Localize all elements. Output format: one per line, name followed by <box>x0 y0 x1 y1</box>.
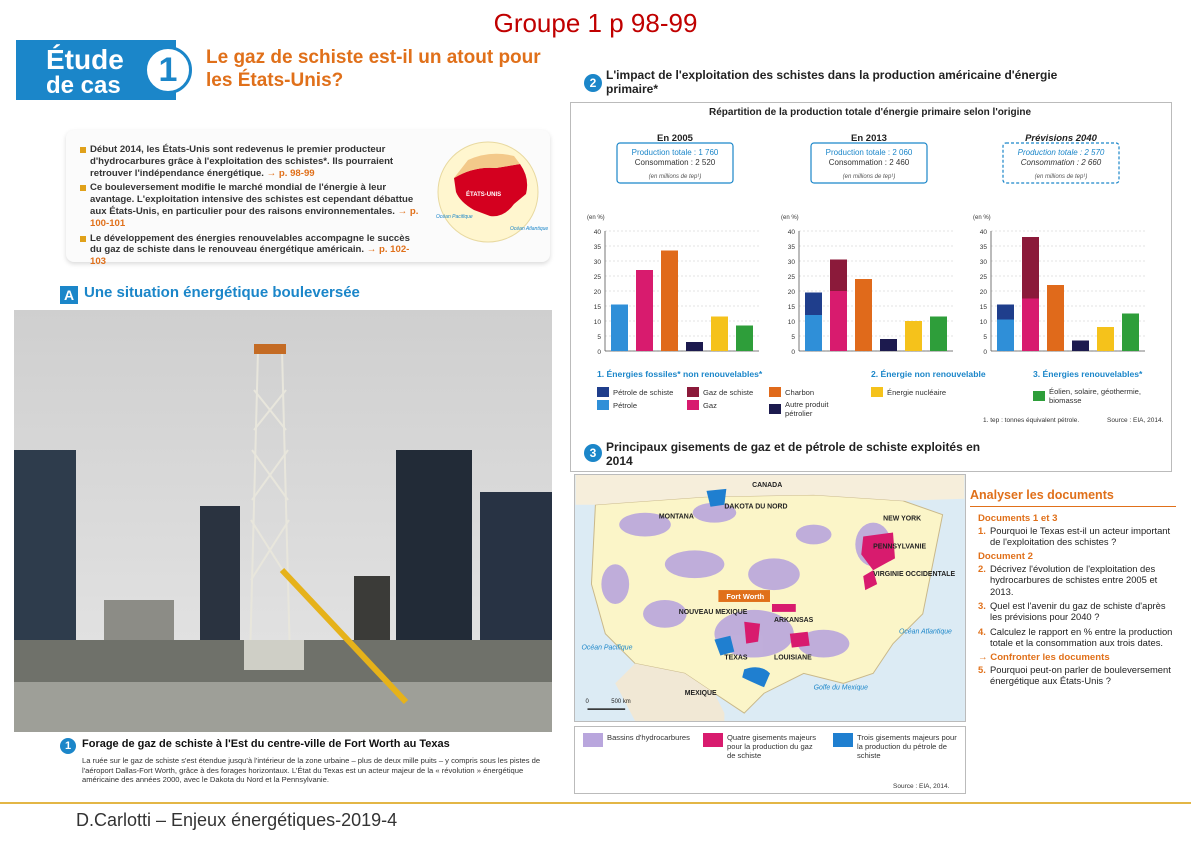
scale-zero: 0 <box>585 699 589 706</box>
legend-item <box>687 387 753 397</box>
bullet-icon <box>80 147 86 153</box>
bar-charts <box>571 121 1171 381</box>
y-axis-label: (en %) <box>587 215 605 221</box>
y-tick-label: 40 <box>593 229 601 236</box>
chart-panel-title: Répartition de la production totale d'énergie primaire selon l'origine <box>709 107 1032 118</box>
intro-item <box>80 182 420 229</box>
map-source: Source : EIA, 2014. <box>893 783 950 790</box>
intro-box <box>66 130 550 268</box>
globe-map-icon <box>434 138 549 246</box>
y-tick-label: 30 <box>593 259 601 266</box>
intro-ref: → p. 102-103 <box>90 244 410 268</box>
bar-segment-shale <box>830 260 847 292</box>
shale-map <box>574 474 966 722</box>
analysis-subheading: Document 2 <box>978 550 1033 562</box>
analysis-question <box>978 600 1176 623</box>
intro-item <box>80 233 420 268</box>
map-label-arkansas: ARKANSAS <box>773 616 814 624</box>
y-tick-label: 35 <box>979 244 987 251</box>
y-tick-label: 15 <box>593 304 601 311</box>
globe-label-usa: ÉTATS-UNIS <box>466 192 502 198</box>
bar-segment <box>905 321 922 351</box>
analysis-subheading: Documents 1 et 3 <box>978 513 1058 524</box>
bar-segment <box>1072 341 1089 352</box>
legend-group-renew: 3. Énergies renouvelables* <box>1033 369 1143 379</box>
map-label-atlantic: Océan Atlantique <box>898 628 952 636</box>
chart-subtitle: Production totale : 1 760 <box>631 148 719 157</box>
map-label-newyork: NEW YORK <box>883 515 922 523</box>
bullet-icon <box>80 185 86 191</box>
analysis-question <box>978 563 1176 597</box>
map-label-louisiane: LOUISIANE <box>773 654 812 662</box>
bullet-icon <box>80 236 86 242</box>
map-legend <box>574 726 966 794</box>
chart-unit-note: (en millions de tep¹) <box>842 174 896 180</box>
y-tick-label: 20 <box>979 289 987 296</box>
map-label-mexique: MEXIQUE <box>684 690 717 698</box>
energy-chart-panel <box>570 102 1172 472</box>
y-tick-label: 0 <box>983 349 987 356</box>
question-number: 3. <box>978 600 986 612</box>
question-number: 4. <box>978 625 986 637</box>
legend-swatch <box>597 387 609 397</box>
map-legend-item <box>583 733 693 747</box>
y-tick-label: 25 <box>979 274 987 281</box>
map-label-canada: CANADA <box>752 481 783 489</box>
case-label-line2: de cas <box>46 72 121 99</box>
section-a-heading <box>60 284 460 306</box>
doc3-number: 3 <box>584 444 602 462</box>
doc2-title: L'impact de l'exploitation des schistes dans la production américaine d'énergie primaire* <box>606 68 1058 96</box>
legend-item <box>769 387 814 397</box>
legend-item <box>597 400 637 410</box>
y-tick-label: 5 <box>597 334 601 341</box>
legend-label: Énergie nucléaire <box>887 387 947 397</box>
slide-footer: D.Carlotti – Enjeux énergétiques-2019-4 <box>76 810 398 830</box>
chart-title: Prévisions 2040 <box>1025 133 1097 144</box>
bar-segment <box>997 320 1014 352</box>
legend-label: Pétrole de schiste <box>613 387 674 397</box>
legend-label: Charbon <box>785 387 815 397</box>
map-label-texas: TEXAS <box>724 654 748 662</box>
map-label-virginie: VIRGINIE OCCIDENTALE <box>873 571 956 579</box>
intro-ref: → p. 98-99 <box>266 167 315 179</box>
bar-segment <box>1047 285 1064 351</box>
legend-item <box>687 400 717 410</box>
y-tick-label: 30 <box>979 259 987 266</box>
bar-segment <box>661 251 678 352</box>
analysis-question <box>978 664 1176 687</box>
bar-segment <box>930 317 947 352</box>
bar-segment <box>636 270 653 351</box>
bar-segment <box>611 305 628 352</box>
y-tick-label: 35 <box>787 244 795 251</box>
chart-subtitle: Production totale : 2 060 <box>825 148 913 157</box>
section-title: Une situation énergétique bouleversée <box>84 284 360 301</box>
bar-segment <box>880 339 897 351</box>
legend-label: Pétrole <box>613 400 638 410</box>
legend-swatch <box>687 400 699 410</box>
bar-segment <box>711 317 728 352</box>
analysis-panel <box>970 488 1176 689</box>
map-label-nouveau-mexique: NOUVEAU MEXIQUE <box>678 608 748 616</box>
section-badge: A <box>60 286 78 304</box>
y-tick-label: 5 <box>983 334 987 341</box>
bar-segment <box>805 315 822 351</box>
y-tick-label: 40 <box>787 229 795 236</box>
y-axis-label: (en %) <box>781 215 799 221</box>
intro-list <box>80 144 420 271</box>
y-tick-label: 25 <box>593 274 601 281</box>
legend-item <box>597 387 673 397</box>
y-tick-label: 15 <box>787 304 795 311</box>
y-tick-label: 30 <box>787 259 795 266</box>
footer-divider <box>0 802 1191 804</box>
chart-title: En 2005 <box>657 133 693 144</box>
legend-group-nonrenew: 2. Énergie non renouvelable <box>871 369 986 379</box>
intro-text: Ce bouleversement modifie le marché mondial de l'énergie à leur avantage. L'exploitation intensive des schistes est cependant débattue aux États-Unis, en particulier pour des raisons environnementales. <box>90 182 414 217</box>
bar-segment <box>830 291 847 351</box>
map-label-pennsylvanie: PENNSYLVANIE <box>873 543 927 551</box>
map-label-fort-worth: Fort Worth <box>726 591 765 601</box>
legend-swatch <box>769 387 781 397</box>
chart-subtitle: Production totale : 2 570 <box>1017 148 1105 157</box>
chart-subtitle: Consommation : 2 520 <box>634 158 716 167</box>
legend-item <box>1033 387 1157 405</box>
chart-subtitle: Consommation : 2 460 <box>828 158 910 167</box>
legend-label: Quatre gisements majeurs pour la production du gaz de schiste <box>727 733 817 760</box>
y-axis-label: (en %) <box>973 215 991 221</box>
legend-label: Éolien, solaire, géothermie, biomasse <box>1049 387 1142 405</box>
legend-label: Gaz de schiste <box>703 387 754 397</box>
question-number: 2. <box>978 562 986 574</box>
globe-label-pacific: Océan Pacifique <box>436 214 473 220</box>
fort-worth-drilling-photo <box>14 310 552 732</box>
bar-segment <box>1122 314 1139 352</box>
y-tick-label: 5 <box>791 334 795 341</box>
map-legend-item <box>703 733 823 760</box>
legend-swatch <box>583 733 603 747</box>
map-label-gulf: Golfe du Mexique <box>813 684 869 692</box>
intro-item <box>80 144 420 179</box>
map-label-dakota: DAKOTA DU NORD <box>724 503 788 511</box>
bar-segment-shale <box>1022 237 1039 299</box>
legend-label: Trois gisements majeurs pour la production du pétrole de schiste <box>857 733 957 760</box>
legend-swatch <box>833 733 853 747</box>
y-tick-label: 10 <box>593 319 601 326</box>
legend-group-fossil: 1. Énergies fossiles* non renouvelables* <box>597 369 763 379</box>
legend-swatch <box>871 387 883 397</box>
right-page <box>570 44 1178 798</box>
bar-segment <box>1022 299 1039 352</box>
question-number: 1. <box>978 525 986 536</box>
slide-title: Groupe 1 p 98-99 <box>493 8 698 38</box>
caption-title: Forage de gaz de schiste à l'Est du centre-ville de Fort Worth au Texas <box>82 738 450 750</box>
chart-unit-note: (en millions de tep¹) <box>1034 174 1088 180</box>
question-text: Pourquoi peut-on parler de bouleversement énergétique aux États-Unis ? <box>990 663 1171 687</box>
legend-label: Autre produit pétrolier <box>785 400 829 418</box>
chart-title: En 2013 <box>851 133 887 144</box>
y-tick-label: 35 <box>593 244 601 251</box>
legend-swatch <box>687 387 699 397</box>
question-text: Décrivez l'évolution de l'exploitation des hydrocarbures de schistes entre 2005 et 2013. <box>990 562 1158 597</box>
intro-text: Début 2014, les États-Unis sont redevenus le premier producteur d'hydrocarbures grâce à l'exploitation des schistes*. Ils pourraient retrouver l'indépendance énergétique. <box>90 144 394 179</box>
left-page <box>14 38 552 796</box>
globe-label-atlantic: Océan Atlantique <box>510 226 549 232</box>
question-text: Calculez le rapport en % entre la production totale et la consommation aux trois dates. <box>990 625 1173 649</box>
bar-segment-shale <box>997 305 1014 320</box>
y-tick-label: 25 <box>787 274 795 281</box>
case-title: Le gaz de schiste est-il un atout pour les États-Unis? <box>206 47 541 91</box>
intro-ref: → p. 100-101 <box>90 205 419 229</box>
case-label-line1: Étude <box>46 44 124 75</box>
caption-text: La ruée sur le gaz de schiste s'est étendue jusqu'à l'intérieur de la zone urbaine – plus de deux mille puits – y compris sous les pistes de l'aéroport Dallas-Fort Worth, grâce à des forages horizontaux. L'État du Texas est un acteur majeur de la « révolution » énergétique américaine des années 2000, avec le Dakota du Nord et la Pennsylvanie. <box>82 756 541 785</box>
bar-segment <box>736 326 753 352</box>
caption-number: 1 <box>60 738 76 754</box>
analysis-subheading: → Confronter les documents <box>978 651 1110 663</box>
scale-label: 500 km <box>611 699 631 706</box>
y-tick-label: 10 <box>787 319 795 326</box>
legend-swatch <box>597 400 609 410</box>
intro-text: Le développement des énergies renouvelables accompagne le succès du gaz de schiste dans le renouveau énergétique américain. <box>90 232 410 256</box>
legend-swatch <box>1033 391 1045 401</box>
legend-swatch <box>769 404 781 414</box>
chart-footnote: 1. tep : tonnes équivalent pétrole. <box>983 417 1080 424</box>
legend-swatch <box>703 733 723 747</box>
bar-segment-shale <box>805 293 822 316</box>
chart-subtitle: Consommation : 2 660 <box>1020 158 1102 167</box>
legend-item <box>871 387 946 397</box>
bar-segment <box>1097 327 1114 351</box>
y-tick-label: 40 <box>979 229 987 236</box>
analysis-question <box>978 525 1176 548</box>
chart-source: Source : EIA, 2014. <box>1107 417 1164 424</box>
case-number: 1 <box>144 46 192 94</box>
doc2-number: 2 <box>584 74 602 92</box>
chart-unit-note: (en millions de tep¹) <box>648 174 702 180</box>
legend-item <box>769 400 853 418</box>
y-tick-label: 0 <box>791 349 795 356</box>
analysis-title: Analyser les documents <box>970 488 1176 507</box>
map-label-pacific: Océan Pacifique <box>581 644 633 652</box>
y-tick-label: 15 <box>979 304 987 311</box>
map-label-montana: MONTANA <box>658 513 694 521</box>
question-text: Pourquoi le Texas est-il un acteur important de l'exploitation des schistes ? <box>990 525 1171 548</box>
y-tick-label: 0 <box>597 349 601 356</box>
question-number: 5. <box>978 663 986 675</box>
legend-label: Gaz <box>703 400 717 410</box>
bar-segment <box>855 279 872 351</box>
y-tick-label: 20 <box>787 289 795 296</box>
doc3-title: Principaux gisements de gaz et de pétrole de schiste exploités en 2014 <box>606 440 981 468</box>
y-tick-label: 10 <box>979 319 987 326</box>
analysis-question <box>978 626 1176 649</box>
legend-label: Bassins d'hydrocarbures <box>607 733 690 742</box>
question-text: Quel est l'avenir du gaz de schiste d'après les prévisions pour 2040 ? <box>990 600 1166 623</box>
case-study-header <box>14 38 552 104</box>
map-legend-item <box>833 733 961 760</box>
y-tick-label: 20 <box>593 289 601 296</box>
bar-segment <box>686 342 703 351</box>
